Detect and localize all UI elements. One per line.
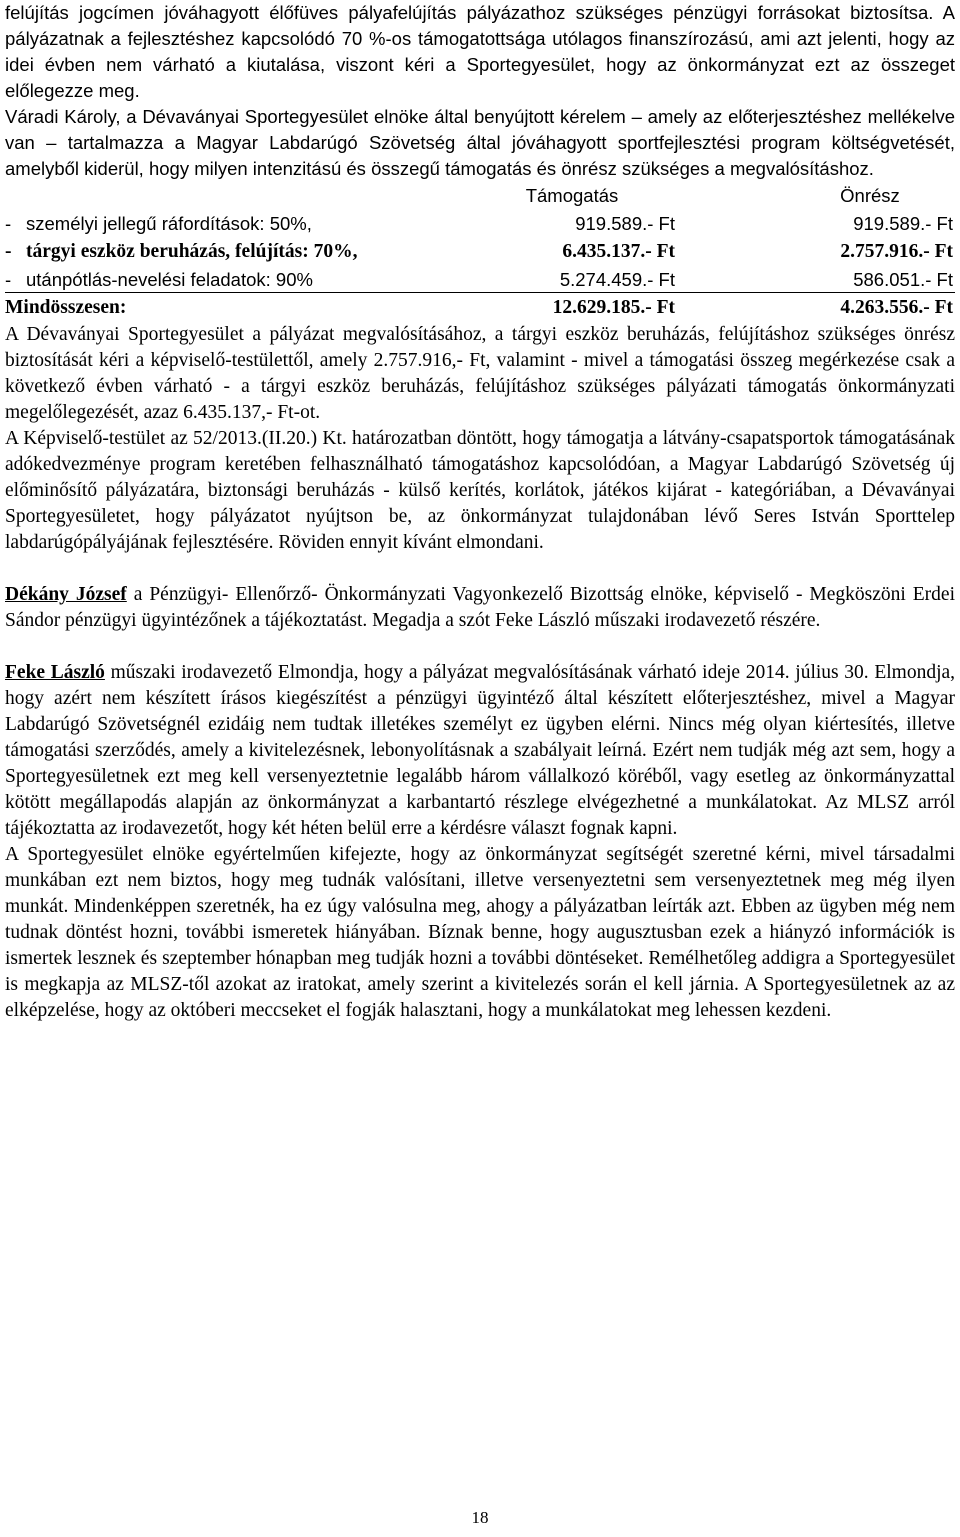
document-body	[5, 0, 955, 1024]
row-label: személyi jellegű ráfordítások: 50%,	[26, 213, 312, 234]
total-own-value: 4.263.556.- Ft	[840, 297, 953, 318]
row-dash: -	[5, 213, 12, 234]
row-dash: -	[5, 269, 12, 290]
row-dash: -	[5, 241, 12, 262]
budget-total-row	[5, 294, 955, 322]
speaker-name: Dékány József	[5, 584, 127, 605]
paragraph-speaker-feke	[5, 660, 955, 842]
row-own-value: 919.589.- Ft	[853, 213, 953, 234]
speaker-text: a Pénzügyi- Ellenőrző- Önkormányzati Vagyonkezelő Bizottság elnöke, képviselő - Megköszöni Erdei Sándor pénzügyi ügyintézőnek a tájékoztatást. Megadja a szót Feke László műszaki irodavezető részére.	[5, 584, 955, 631]
page-number: 18	[471, 1508, 489, 1527]
budget-row-youth	[5, 266, 955, 294]
total-label: Mindösszesen:	[5, 297, 127, 318]
header-own-contribution: Önrész	[840, 185, 900, 206]
row-support-value: 919.589.- Ft	[575, 213, 675, 234]
paragraph-funding-intro: felújítás jogcímen jóváhagyott élőfüves pályafelújítás pályázathoz szükséges pénzügyi forrásokat biztosítsa. A pályázatnak a fejlesztéshez kapcsolódó 70 %-os támogatottsága utólagos finanszírozású, ami azt jelenti, hogy az idei évben nem várható a kiutalása, viszont kéri a Sportegyesület, hogy az önkormányzat ezt az összeget előlegezze meg.	[5, 2, 955, 101]
row-support-value: 5.274.459.- Ft	[559, 269, 675, 290]
speaker-name: Feke László	[5, 662, 105, 683]
spacer	[5, 556, 955, 582]
total-rule	[5, 292, 955, 293]
paragraph-club-request: A Sportegyesület elnöke egyértelműen kifejezte, hogy az önkormányzat segítségét szeretné kérni, mivel társadalmi munkában ezt nem biztos, hogy meg tudnák valósítani, illetve versenyeztetni sem versenyeztetnek meg még ilyen munkát. Mindenképpen szeretnék, ha ez úgy valósulna meg, ahogy a pályázatban leírták azt. Ebben az ügyben még nem tudnak döntést hozni, további ismeretek hiányában. Bíznak benne, hogy augusztusban ezek a hiányzó információk is ismertek lesznek és szeptember hónapban meg tudják hozni a további döntéseket. Remélhetőleg addigra a Sportegyesület is megkapja az MLSZ-től azokat az iratokat, amely szerint a kivitelezés során el kell járnia. A Sportegyesületnek az az elképzelése, hogy az októberi meccseket el fogják halasztani, hogy a munkálatokat meg lehessen kezdeni.	[5, 844, 955, 1021]
paragraph-request-summary: Váradi Károly, a Dévaványai Sportegyesület elnöke által benyújtott kérelem – amely az előterjesztéshez mellékelve van – tartalmazza a Magyar Labdarúgó Szövetség által jóváhagyott sportfejlesztési program költségvetését, amelyből kiderül, hogy milyen intenzitású és összegű támogatás és önrész szükséges a megvalósításhoz.	[5, 106, 955, 179]
budget-header-row	[5, 182, 955, 210]
row-own-value: 2.757.916.- Ft	[840, 241, 953, 262]
budget-row-capital	[5, 238, 955, 266]
total-support-value: 12.629.185.- Ft	[552, 297, 675, 318]
row-label: tárgyi eszköz beruházás, felújítás: 70%,	[26, 241, 358, 262]
row-label: utánpótlás-nevelési feladatok: 90%	[26, 269, 313, 290]
header-support: Támogatás	[525, 185, 619, 206]
speaker-text: műszaki irodavezető Elmondja, hogy a pályázat megvalósításának várható ideje 2014. július 30. Elmondja, hogy azért nem készített írásos kiegészítést a pénzügyi ügyintéző által készített előterjesztéshez, mivel a Magyar Labdarúgó Szövetségnél ezidáig nem tudtak illetékes személyt ez ügyben elérni. Nincs még olyan kiértesítés, illetve támogatási szerződés, amely a kivitelezésnek, lebonyolításnak a szabályait leírná. Ezért nem tudják még azt sem, hogy a Sportegyesületnek ezt meg kell versenyeztetnie legalább három vállalkozó köréből, vagy esetleg az önkormányzattal kötött megállapodás alapján az önkormányzat a karbantartó részlege elvégezhetné a munkálatokat. Az MLSZ arról tájékoztatta az irodavezetőt, hogy két héten belül erre a kérdésre választ fognak kapni.	[5, 662, 956, 839]
paragraph-speaker-dekany	[5, 582, 955, 634]
spacer	[5, 634, 955, 660]
paragraph-resolution: A Képviselő-testület az 52/2013.(II.20.) Kt. határozatban döntött, hogy támogatja a látvány-csapatsportok támogatásának adókedvezménye program keretében felhasználható támogatáshoz kapcsolódóan, a Magyar Labdarúgó Szövetség új előminősítő pályázatára, biztonsági beruházás - külső kerítés, korlátok, játékos kijárat - kategóriában, a Dévaványai Sportegyesületet, hogy pályázatot nyújtson be, az önkormányzat tulajdonában lévő Seres István Sporttelep labdarúgópályájának fejlesztésére. Röviden ennyit kívánt elmondani.	[5, 428, 955, 553]
budget-table	[5, 182, 955, 322]
budget-row-personnel	[5, 210, 955, 238]
row-support-value: 6.435.137.- Ft	[562, 241, 675, 262]
paragraph-own-contribution-request: A Dévaványai Sportegyesület a pályázat megvalósításához, a tárgyi eszköz beruházás, felújításhoz szükséges önrész biztosítását kéri a képviselő-testülettől, amely 2.757.916,- Ft, valamint - mivel a támogatási összeg megérkezése csak a következő évben várható - a tárgyi eszköz beruházás, felújításhoz szükséges pályázati támogatás önkormányzati megelőlegezését, azaz 6.435.137,- Ft-ot.	[5, 324, 955, 423]
row-own-value: 586.051.- Ft	[853, 269, 953, 290]
